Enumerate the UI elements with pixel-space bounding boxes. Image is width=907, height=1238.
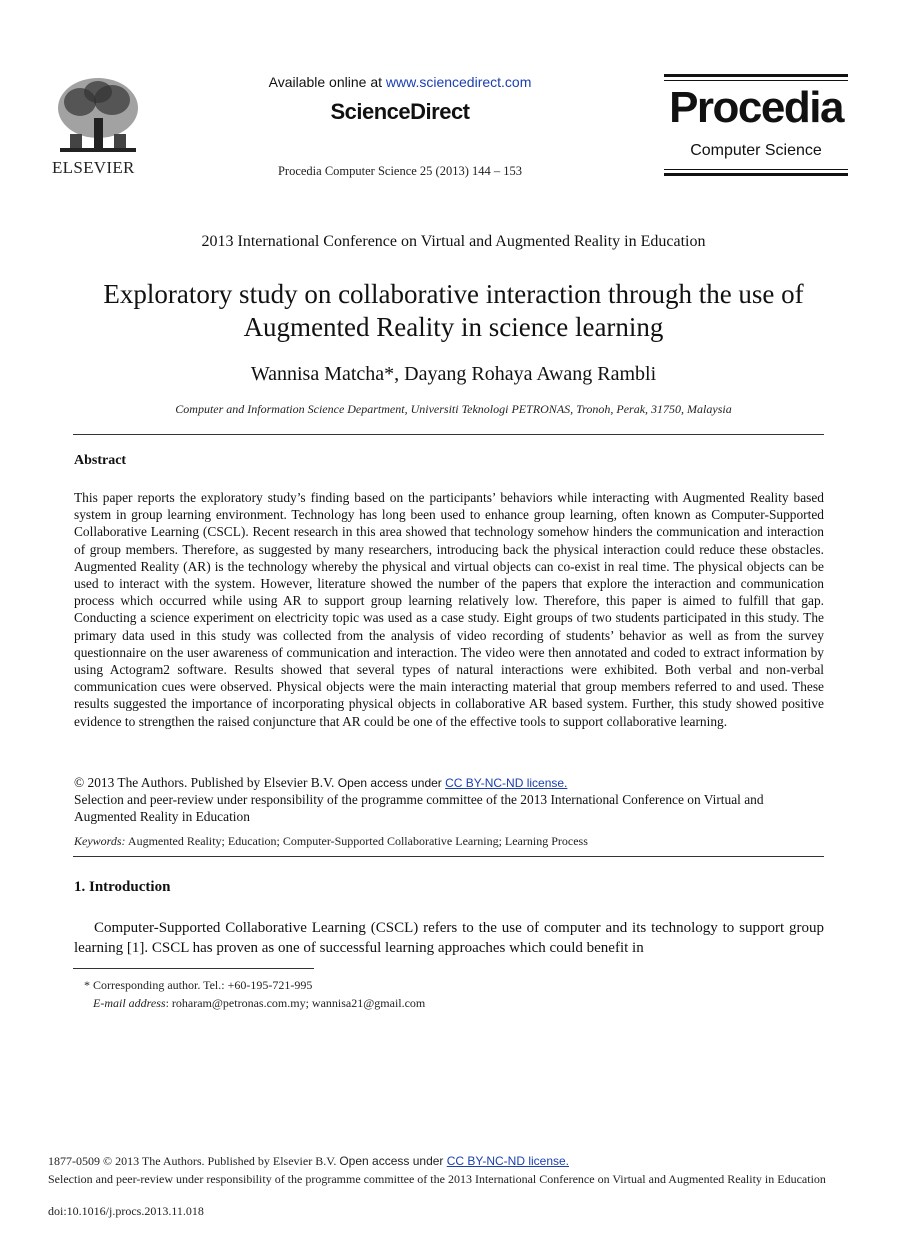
- paper-title: [60, 278, 847, 344]
- intro-paragraph: [74, 918, 824, 958]
- divider-bottom: [73, 856, 824, 857]
- abstract-body: This paper reports the exploratory study’s finding based on the participants’ behaviors while interacting with Augmented Reality based system in group learning environment. Technology has long been used to enhance group learning, often known as Computer-Supported Collaborative Learning (CSCL). Recent research in this area showed that technology somehow hinders the communication and interaction of group members. Therefore, as suggested by many researchers, introducing back the physical interaction could reduce these obstacles. Augmented Reality (AR) is the technology whereby the physical and virtual objects can co-exist in real time. The physical objects can be used to interact with the system. However, literature showed the number of the papers that explore the interaction and communication process which occurred while using AR to support group learning relatively low. Therefore, this paper is aimed to fulfill that gap. Conducting a science experiment on electricity topic was used as a case study. Eight groups of two students participated in this study. The primary data used in this study was collected from the analysis of video recording of students’ behavior as well as from the survey questionnaire on the user awareness of communication and interaction. The video were then annotated and coded to extract information by using Actogram2 software. Results showed that several types of natural interactions were exhibited. Both verbal and non-verbal communication cues were observed. Physical objects were the main interacting material that group members referred to and used. These results suggested the importance of incorporating physical objects in collaborative AR based system. Further, this study showed positive evidence to strengthen the raised conjuncture that AR could be one of the effective tools to support collaborative learning.: [74, 490, 824, 729]
- affiliation: Computer and Information Science Department, Universiti Teknologi PETRONAS, Tronoh, Perak, 31750, Malaysia: [175, 402, 732, 416]
- procedia-subtitle: Computer Science: [690, 142, 822, 159]
- procedia-logo: [664, 74, 848, 176]
- sciencedirect-brand: ScienceDirect: [330, 99, 470, 124]
- paper-title-line-1: Exploratory study on collaborative interaction through the use of: [103, 279, 804, 309]
- elsevier-tree-icon: [50, 74, 146, 158]
- footer-peer-review: Selection and peer-review under responsibility of the programme committee of the 2013 International Conference on Virtual and Augmented Reality in Education: [48, 1172, 826, 1186]
- available-online-line: [220, 74, 580, 90]
- section-heading-introduction: 1. Introduction: [74, 879, 171, 895]
- sciencedirect-link[interactable]: www.sciencedirect.com: [385, 74, 532, 90]
- conference-name: 2013 International Conference on Virtual and Augmented Reality in Education: [201, 233, 706, 250]
- copyright-line: [74, 774, 824, 792]
- procedia-top-rule-thin: [664, 80, 848, 81]
- footnote-rule: [73, 968, 314, 969]
- footer-issn-line: [48, 1154, 868, 1169]
- footnote-email: [93, 996, 425, 1011]
- footer-license-link[interactable]: CC BY-NC-ND license.: [446, 1154, 569, 1168]
- journal-reference: Procedia Computer Science 25 (2013) 144 – 153: [277, 164, 523, 178]
- open-access-text: Open access under: [337, 776, 446, 790]
- footer-doi: doi:10.1016/j.procs.2013.11.018: [48, 1204, 204, 1218]
- copyright-text: © 2013 The Authors. Published by Elsevier B.V.: [74, 775, 338, 790]
- footnote-corresponding-author: * Corresponding author. Tel.: +60-195-721-995: [84, 978, 313, 992]
- footer-open-access-text: Open access under: [339, 1154, 447, 1168]
- procedia-wordmark: Procedia: [669, 83, 843, 132]
- email-addresses: : roharam@petronas.com.my; wannisa21@gmail.com: [165, 996, 426, 1010]
- elsevier-wordmark: ELSEVIER: [52, 158, 135, 177]
- intro-text: Computer-Supported Collaborative Learning (CSCL) refers to the use of computer and its technology to support group learning [1]. CSCL has proven as one of successful learning approaches which could benefit in: [74, 920, 824, 956]
- procedia-bottom-rule-thin: [664, 169, 848, 170]
- peer-review-statement: Selection and peer-review under responsibility of the programme committee of the 2013 International Conference on Virtual and Augmented Reality in Education: [74, 792, 764, 824]
- footer-issn-text: 1877-0509 © 2013 The Authors. Published by Elsevier B.V.: [48, 1154, 340, 1168]
- keywords: [74, 834, 824, 849]
- keywords-label: Keywords:: [74, 834, 126, 848]
- license-link[interactable]: CC BY-NC-ND license.: [445, 776, 568, 790]
- authors: Wannisa Matcha*, Dayang Rohaya Awang Rambli: [250, 363, 657, 385]
- paper-title-line-2: Augmented Reality in science learning: [243, 312, 664, 342]
- divider-top: [73, 434, 824, 435]
- keywords-list: Augmented Reality; Education; Computer-Supported Collaborative Learning; Learning Process: [125, 834, 588, 848]
- procedia-bottom-rule: [664, 173, 848, 176]
- email-label: E-mail address: [93, 996, 166, 1010]
- available-prefix: Available online at: [268, 74, 386, 90]
- abstract-heading: Abstract: [74, 453, 127, 468]
- procedia-top-rule: [664, 74, 848, 77]
